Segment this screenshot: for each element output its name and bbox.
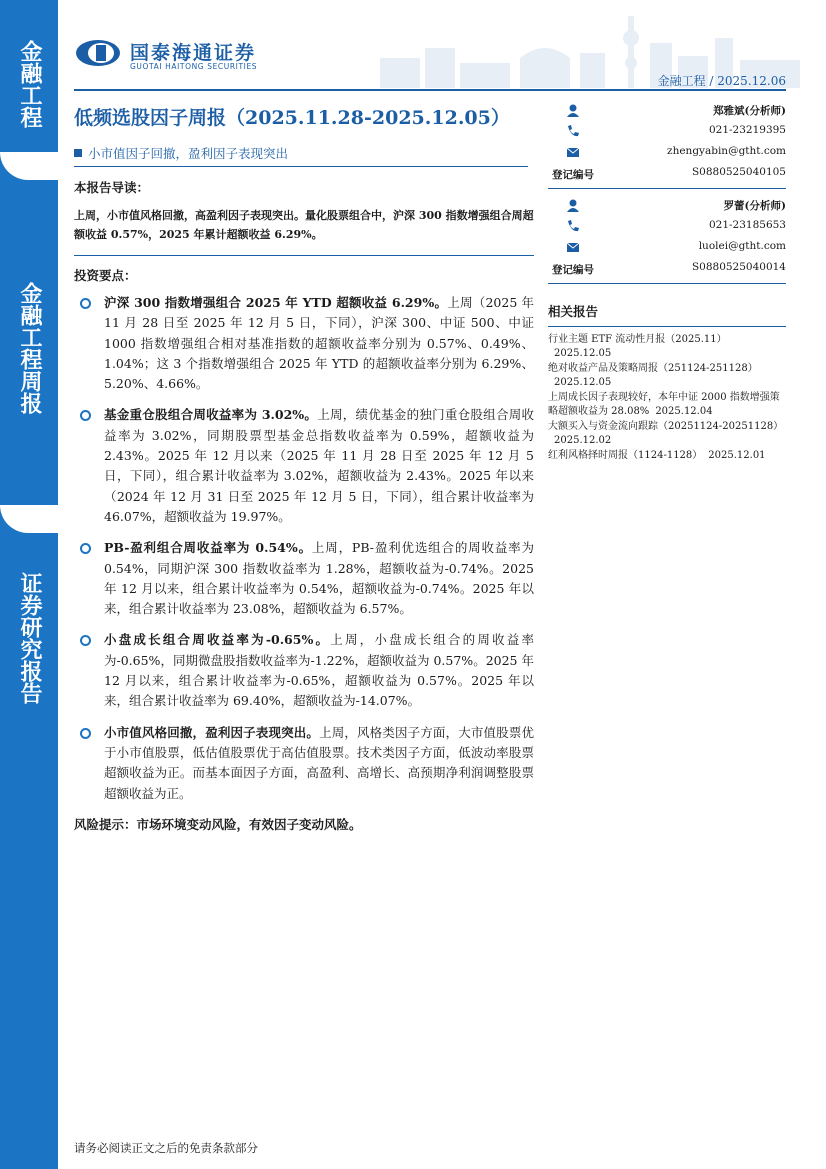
registration-label: 登记编号 [552,264,594,276]
list-item: 沪深 300 指数增强组合 2025 年 YTD 超额收益 6.29%。上周（2025 年 11 月 28 日至 2025 年 12 月 5 日，下同），沪深 300、中证 500、中证 1000 指数增强组合相对基准指数的超额收益率分别为 0.57%、0.49%、1.04%；这 3 个指数增强组合 2025 年 YTD 的超额收益率分别为 6.29%、5.20%、4.66%。 [74,293,534,394]
related-report-link[interactable]: 大额买入与资金流向跟踪（20251124-20251128）2025.12.02 [548,421,784,446]
phone-icon [566,219,580,233]
list-item: 基金重仓股组合周收益率为 3.02%。上周，绩优基金的独门重仓股组合周收益率为 3.02%，同期股票型基金总指数收益率为 0.59%，超额收益为 2.43%。2025 年 12 月以来（2025 年 11 月 28 日至 2025 年 12 月 5 日，下同），组合累计收益率为 3.02%，超额收益为 2.43%。2025 年以来（2024 年 12 月 31 日至 2025 年 12 月 5 日，下同），组合累计收益率为 46.07%，超额收益为 19.97%。 [74,405,534,527]
header-rule [74,89,786,91]
registration-label: 登记编号 [552,169,594,181]
analyst-card [548,100,786,184]
analyst-email: zhengyabin@gtht.com [667,145,786,157]
registration-number: S0880525040014 [691,261,786,273]
sidebar-label-category: 金融工程 [17,40,42,128]
analyst-phone: 021-23219395 [708,124,786,136]
analyst-card [548,195,786,279]
sidebar-label-report-type: 金融工程周报 [17,282,42,414]
list-item: PB-盈利组合周收益率为 0.54%。上周，PB-盈利优选组合的周收益率为 0.54%，同期沪深 300 指数收益率为 1.28%，超额收益为-0.74%。2025 年 12 月以来，组合累计收益率为 0.54%，超额收益为-0.74%。2025 年以来，组合累计收益率为 23.08%，超额收益为 6.57%。 [74,538,534,619]
sidebar-divider [0,152,58,180]
related-report-link[interactable]: 行业主题 ETF 流动性月报（2025.11）2025.12.05 [548,334,727,359]
main-content [74,178,534,833]
related-report-link[interactable]: 红利风格择时周报（1124-1128） 2025.12.01 [548,450,766,461]
phone-icon [566,124,580,138]
header-category-date: 金融工程 / 2025.12.06 [657,74,786,88]
risk-warning: 风险提示：市场环境变动风险，有效因子变动风险。 [74,816,362,832]
section-rule [548,188,786,189]
sidebar-divider [0,505,58,533]
key-points-list [74,293,534,804]
related-reports-heading: 相关报告 [548,304,599,319]
brand-name-english: GUOTAI HAITONG SECURITIES [130,62,258,71]
registration-number: S0880525040105 [691,166,786,178]
bullet-icon [80,298,91,309]
email-icon [566,240,580,254]
analyst-name: 郑雅斌(分析师) [713,105,786,117]
email-icon [566,145,580,159]
related-report-link[interactable]: 绝对收益产品及策略周报（251124-251128）2025.12.05 [548,363,758,388]
bullet-icon [80,410,91,421]
guide-heading: 本报告导读： [74,180,150,195]
analyst-name: 罗蕾(分析师) [723,200,786,212]
analyst-email: luolei@gtht.com [698,240,786,252]
list-item: 小市值风格回撤，盈利因子表现突出。上周，风格类因子方面，大市值股票优于小市值股票，低估值股票优于高估值股票。技术类因子方面，低波动率股票超额收益为正。而基本面因子方面，高盈利、高增长、高预期净利润调整股票超额收益为正。 [74,723,534,804]
square-bullet-icon [74,149,82,157]
bullet-icon [80,635,91,646]
section-rule [548,326,786,327]
right-column [548,100,786,464]
report-title: 低频选股因子周报（2025.11.28-2025.12.05） [74,107,510,129]
report-subtitle: 小市值因子回撤，盈利因子表现突出 [74,144,288,162]
related-report-link[interactable]: 上周成长因子表现较好，本年中证 2000 指数增强策略超额收益为 28.08% 2025.12.04 [548,392,780,417]
section-rule [74,166,528,167]
guide-text: 上周，小市值风格回撤，高盈利因子表现突出。量化股票组合中，沪深 300 指数增强组合周超额收益 0.57%，2025 年累计超额收益 6.29%。 [74,209,534,241]
analyst-icon [566,103,580,117]
analyst-phone: 021-23185653 [708,219,786,231]
section-rule [548,283,786,284]
disclaimer-footer: 请务必阅读正文之后的免责条款部分 [74,1141,258,1155]
sidebar-label-research: 证券研究报告 [17,572,42,704]
points-heading: 投资要点： [74,268,137,283]
bullet-icon [80,728,91,739]
sidebar [0,0,58,1169]
section-rule [74,255,534,256]
list-item: 小盘成长组合周收益率为-0.65%。上周，小盘成长组合的周收益率为-0.65%，同期微盘股指数收益率为-1.22%，超额收益为 0.57%。2025 年 12 月以来，组合累计收益率为-0.65%，超额收益为 0.57%。2025 年以来，组合累计收益率为 69.40%，超额收益为-14.07%。 [74,630,534,711]
analyst-icon [566,198,580,212]
company-logo-icon [74,38,122,68]
bullet-icon [80,543,91,554]
brand-name: 国泰海通证券 [130,42,257,64]
related-reports-list [548,333,786,463]
